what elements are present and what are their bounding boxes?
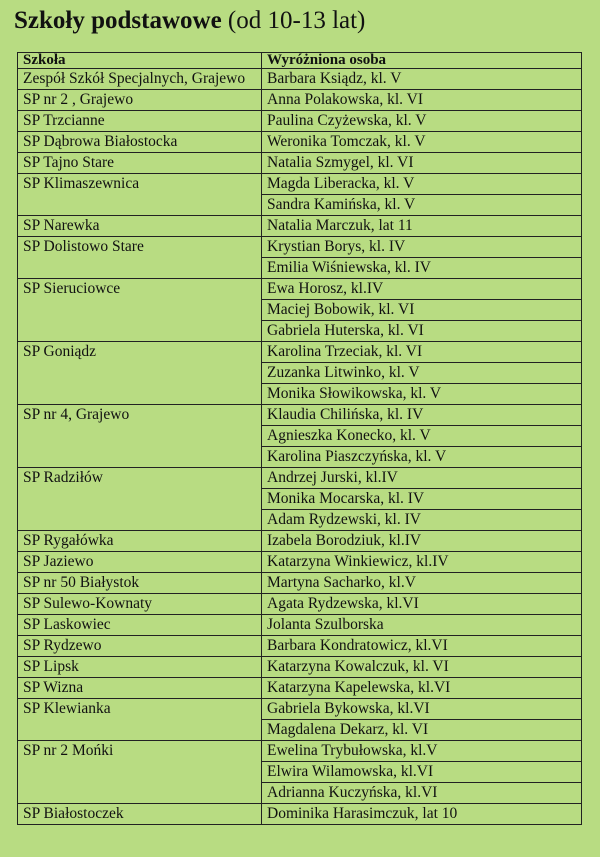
school-cell: SP Klimaszewnica	[18, 174, 262, 216]
school-cell: SP nr 2 Mońki	[18, 741, 262, 804]
school-cell: SP Wizna	[18, 678, 262, 699]
table-row	[18, 531, 582, 552]
table-row	[18, 594, 582, 615]
school-cell: Zespół Szkół Specjalnych, Grajewo	[18, 69, 262, 90]
person-cell: Karolina Trzeciak, kl. VI	[262, 342, 582, 363]
school-cell: SP Rydzewo	[18, 636, 262, 657]
table-row	[18, 153, 582, 174]
person-cell: Klaudia Chilińska, kl. IV	[262, 405, 582, 426]
school-cell: SP nr 2 , Grajewo	[18, 90, 262, 111]
person-cell: Andrzej Jurski, kl.IV	[262, 468, 582, 489]
school-cell: SP Radziłów	[18, 468, 262, 531]
person-cell: Dominika Harasimczuk, lat 10	[262, 804, 582, 825]
table-row	[18, 699, 582, 720]
table-row	[18, 573, 582, 594]
person-cell: Ewa Horosz, kl.IV	[262, 279, 582, 300]
school-cell: SP Sieruciowce	[18, 279, 262, 342]
table-row	[18, 174, 582, 195]
header-person: Wyróżniona osoba	[262, 53, 582, 69]
school-cell: SP Laskowiec	[18, 615, 262, 636]
person-cell: Adrianna Kuczyńska, kl.VI	[262, 783, 582, 804]
person-cell: Katarzyna Kapelewska, kl.VI	[262, 678, 582, 699]
person-cell: Ewelina Trybułowska, kl.V	[262, 741, 582, 762]
person-cell: Jolanta Szulborska	[262, 615, 582, 636]
table-row	[18, 615, 582, 636]
school-cell: SP Lipsk	[18, 657, 262, 678]
school-cell: SP Tajno Stare	[18, 153, 262, 174]
person-cell: Katarzyna Winkiewicz, kl.IV	[262, 552, 582, 573]
person-cell: Natalia Szmygel, kl. VI	[262, 153, 582, 174]
table-row	[18, 279, 582, 300]
person-cell: Natalia Marczuk, lat 11	[262, 216, 582, 237]
table-row	[18, 636, 582, 657]
person-cell: Adam Rydzewski, kl. IV	[262, 510, 582, 531]
table-row	[18, 111, 582, 132]
table-row	[18, 69, 582, 90]
table-header-row	[18, 53, 582, 69]
person-cell: Izabela Borodziuk, kl.IV	[262, 531, 582, 552]
person-cell: Martyna Sacharko, kl.V	[262, 573, 582, 594]
school-cell: SP nr 50 Białystok	[18, 573, 262, 594]
table-row	[18, 405, 582, 426]
school-cell: SP Klewianka	[18, 699, 262, 741]
school-cell: SP Rygałówka	[18, 531, 262, 552]
table-row	[18, 741, 582, 762]
person-cell: Gabriela Bykowska, kl.VI	[262, 699, 582, 720]
school-cell: SP Jaziewo	[18, 552, 262, 573]
person-cell: Zuzanka Litwinko, kl. V	[262, 363, 582, 384]
person-cell: Elwira Wilamowska, kl.VI	[262, 762, 582, 783]
school-cell: SP Sulewo-Kownaty	[18, 594, 262, 615]
table-row	[18, 552, 582, 573]
table-row	[18, 804, 582, 825]
school-cell: SP Dąbrowa Białostocka	[18, 132, 262, 153]
person-cell: Emilia Wiśniewska, kl. IV	[262, 258, 582, 279]
school-cell: SP Białostoczek	[18, 804, 262, 825]
person-cell: Katarzyna Kowalczuk, kl. VI	[262, 657, 582, 678]
school-cell: SP Goniądz	[18, 342, 262, 405]
person-cell: Gabriela Huterska, kl. VI	[262, 321, 582, 342]
table-row	[18, 90, 582, 111]
person-cell: Magda Liberacka, kl. V	[262, 174, 582, 195]
table-row	[18, 132, 582, 153]
table-row	[18, 468, 582, 489]
table-row	[18, 237, 582, 258]
person-cell: Sandra Kamińska, kl. V	[262, 195, 582, 216]
person-cell: Barbara Kondratowicz, kl.VI	[262, 636, 582, 657]
person-cell: Karolina Piaszczyńska, kl. V	[262, 447, 582, 468]
person-cell: Krystian Borys, kl. IV	[262, 237, 582, 258]
person-cell: Agata Rydzewska, kl.VI	[262, 594, 582, 615]
person-cell: Agnieszka Konecko, kl. V	[262, 426, 582, 447]
person-cell: Monika Mocarska, kl. IV	[262, 489, 582, 510]
school-cell: SP nr 4, Grajewo	[18, 405, 262, 468]
person-cell: Anna Polakowska, kl. VI	[262, 90, 582, 111]
person-cell: Monika Słowikowska, kl. V	[262, 384, 582, 405]
title-age-range: (od 10-13 lat)	[221, 7, 366, 34]
page-title	[14, 4, 365, 38]
school-cell: SP Trzcianne	[18, 111, 262, 132]
person-cell: Paulina Czyżewska, kl. V	[262, 111, 582, 132]
school-cell: SP Narewka	[18, 216, 262, 237]
awards-table	[17, 52, 582, 825]
title-main: Szkoły podstawowe	[14, 7, 222, 34]
school-cell: SP Dolistowo Stare	[18, 237, 262, 279]
person-cell: Maciej Bobowik, kl. VI	[262, 300, 582, 321]
table-body	[18, 69, 582, 825]
header-school: Szkoła	[18, 53, 262, 69]
person-cell: Magdalena Dekarz, kl. VI	[262, 720, 582, 741]
table-row	[18, 342, 582, 363]
person-cell: Barbara Ksiądz, kl. V	[262, 69, 582, 90]
table-row	[18, 678, 582, 699]
table-row	[18, 657, 582, 678]
person-cell: Weronika Tomczak, kl. V	[262, 132, 582, 153]
table-row	[18, 216, 582, 237]
